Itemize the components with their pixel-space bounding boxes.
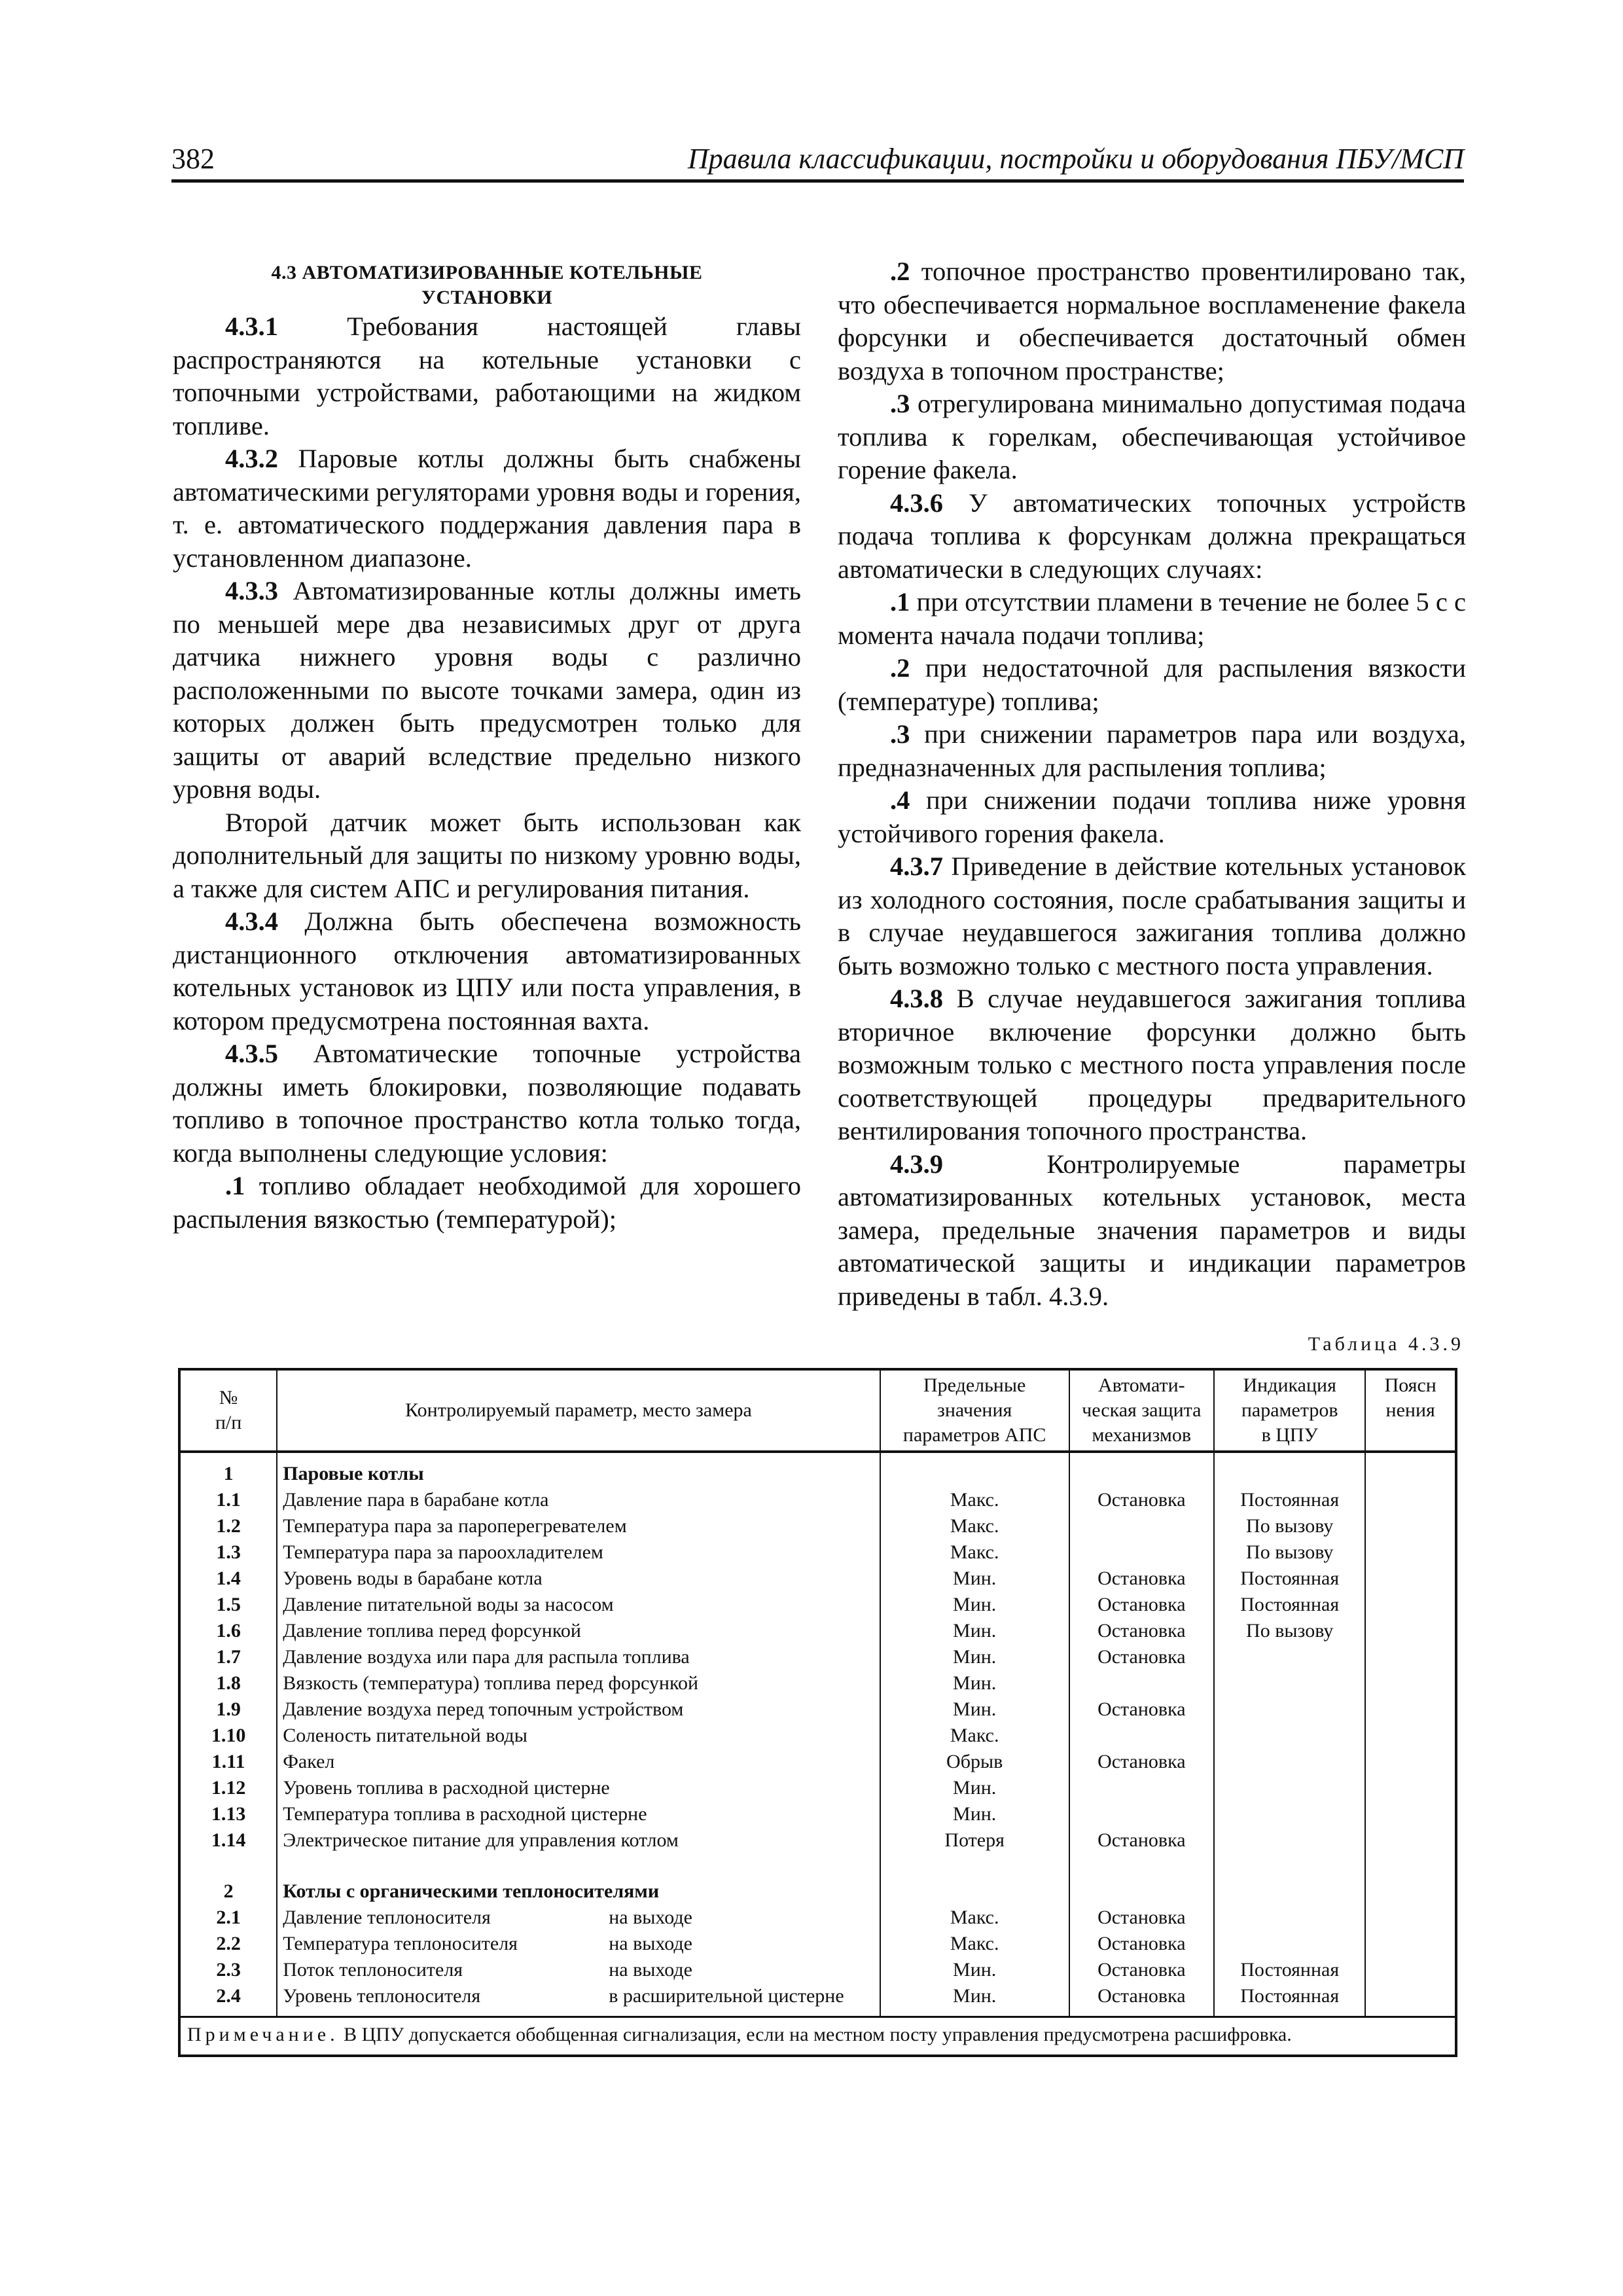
paragraph-4-3-6-1 bbox=[838, 586, 1466, 652]
clause-text: Автоматические топочные устройства должны иметь блокировки, позволяющие подавать топливо в топочное пространство котла только тогда, когда выполнены следующие условия: bbox=[173, 1039, 801, 1168]
table-caption: Таблица 4.3.9 bbox=[1308, 1333, 1464, 1355]
paragraph-4-3-1 bbox=[173, 310, 801, 442]
clause-number: 4.3.1 bbox=[225, 312, 278, 341]
clause-text: Должна быть обеспечена возможность дистанционного отключения автоматизированных котельных установок из ЦПУ или поста управления, в котором предусмотрена постоянная вахта. bbox=[173, 906, 801, 1035]
row-param bbox=[277, 1931, 880, 1957]
header-num bbox=[179, 1369, 277, 1452]
group-row bbox=[179, 1878, 1456, 1905]
param-place: на выходе bbox=[609, 1907, 692, 1928]
header-text: Индикация bbox=[1243, 1374, 1336, 1396]
row-indication bbox=[1214, 1696, 1365, 1723]
table-row bbox=[179, 1513, 1456, 1539]
cell bbox=[880, 1452, 1069, 1487]
clause-text: Контролируемые параметры автоматизированных котельных установок, места замера, предельные значения параметров и виды автоматической защиты и индикации параметров приведены в табл. 4.3.9. bbox=[838, 1149, 1466, 1311]
row-auto-protection: Остановка bbox=[1069, 1749, 1214, 1775]
header-text: ческая защита bbox=[1082, 1399, 1202, 1421]
table-row bbox=[179, 1723, 1456, 1749]
running-title: Правила классификации, постройки и оборудования ПБУ/МСП bbox=[687, 143, 1464, 175]
paragraph-4-3-6-2 bbox=[838, 652, 1466, 718]
header-auto bbox=[1069, 1369, 1214, 1452]
row-notes bbox=[1365, 1618, 1456, 1644]
table-note bbox=[179, 2017, 1456, 2056]
row-param bbox=[277, 1983, 880, 2017]
row-param bbox=[277, 1957, 880, 1983]
table-row bbox=[179, 1566, 1456, 1592]
note-text: В ЦПУ допускается обобщенная сигнализация, если на местном посту управления предусмотрена расшифровка. bbox=[338, 2024, 1292, 2045]
row-auto-protection: Остановка bbox=[1069, 1983, 1214, 2017]
header-text: Автомати- bbox=[1097, 1374, 1185, 1396]
row-limit: Мин. bbox=[880, 1801, 1069, 1827]
row-notes bbox=[1365, 1670, 1456, 1696]
cell bbox=[1069, 1854, 1214, 1878]
paragraph-4-3-5-1 bbox=[173, 1170, 801, 1236]
paragraph-4-3-8 bbox=[838, 982, 1466, 1148]
clause-number: 4.3.4 bbox=[225, 906, 278, 936]
note-label: Примечание. bbox=[187, 2024, 339, 2045]
row-num: 1.7 bbox=[179, 1644, 277, 1670]
item-text: при снижении подачи топлива ниже уровня устойчивого горения факела. bbox=[838, 785, 1466, 848]
item-text: отрегулирована минимально допустимая подача топлива к горелкам, обеспечивающая устойчивое горение факела. bbox=[838, 389, 1466, 484]
row-notes bbox=[1365, 1566, 1456, 1592]
row-limit: Мин. bbox=[880, 1983, 1069, 2017]
row-notes bbox=[1365, 1723, 1456, 1749]
row-auto-protection bbox=[1069, 1539, 1214, 1566]
row-indication: Постоянная bbox=[1214, 1957, 1365, 1983]
section-title bbox=[173, 260, 801, 310]
clause-text: Приведение в действие котельных установок из холодного состояния, после срабатывания защиты и в случае неудавшегося зажигания топлива должно быть возможно только с местного поста управления. bbox=[838, 852, 1466, 980]
item-number: .1 bbox=[890, 587, 910, 617]
cell bbox=[1214, 1878, 1365, 1905]
row-auto-protection bbox=[1069, 1775, 1214, 1801]
item-number: .3 bbox=[890, 719, 910, 749]
clause-text: Паровые котлы должны быть снабжены автоматическими регуляторами уровня воды и горения, т. е. автоматического поддержания давления пара в установленном диапазоне. bbox=[173, 444, 801, 573]
row-indication: Постоянная bbox=[1214, 1487, 1365, 1513]
table-row bbox=[179, 1931, 1456, 1957]
clause-number: 4.3.7 bbox=[890, 852, 943, 881]
param-place: в расширительной цистерне bbox=[609, 1985, 844, 2007]
row-indication: По вызову bbox=[1214, 1618, 1365, 1644]
row-num: 1.3 bbox=[179, 1539, 277, 1566]
table-row bbox=[179, 1905, 1456, 1931]
row-num: 1.9 bbox=[179, 1696, 277, 1723]
cell bbox=[1214, 1452, 1365, 1487]
row-limit: Мин. bbox=[880, 1592, 1069, 1618]
clause-text: В случае неудавшегося зажигания топлива вторичное включение форсунки должно быть возможным только с местного поста управления после соответствующей процедуры предварительного вентилирования топочного пространства. bbox=[838, 984, 1466, 1145]
row-auto-protection: Остановка bbox=[1069, 1957, 1214, 1983]
cell bbox=[1214, 1854, 1365, 1878]
item-number: .3 bbox=[890, 389, 910, 418]
row-limit: Потеря bbox=[880, 1827, 1069, 1854]
page-number: 382 bbox=[171, 143, 215, 175]
clause-text: У автоматических топочных устройств подача топлива к форсункам должна прекращаться автоматически в следующих случаях: bbox=[838, 488, 1466, 584]
row-limit: Мин. bbox=[880, 1696, 1069, 1723]
group-row bbox=[179, 1452, 1456, 1487]
row-limit: Мин. bbox=[880, 1957, 1069, 1983]
group-title: Котлы с органическими теплоносителями bbox=[277, 1878, 880, 1905]
row-limit: Макс. bbox=[880, 1513, 1069, 1539]
row-num: 2.4 bbox=[179, 1983, 277, 2017]
table-row bbox=[179, 1827, 1456, 1854]
table-body bbox=[179, 1452, 1456, 2056]
row-limit: Мин. bbox=[880, 1618, 1069, 1644]
row-notes bbox=[1365, 1644, 1456, 1670]
row-notes bbox=[1365, 1827, 1456, 1854]
row-notes bbox=[1365, 1487, 1456, 1513]
param-place: на выходе bbox=[609, 1933, 692, 1954]
header-limits bbox=[880, 1369, 1069, 1452]
row-num: 2.1 bbox=[179, 1905, 277, 1931]
row-indication: Постоянная bbox=[1214, 1566, 1365, 1592]
row-notes bbox=[1365, 1905, 1456, 1931]
row-auto-protection bbox=[1069, 1513, 1214, 1539]
clause-number: 4.3.8 bbox=[890, 984, 943, 1013]
row-num: 1.6 bbox=[179, 1618, 277, 1644]
row-auto-protection: Остановка bbox=[1069, 1592, 1214, 1618]
cell bbox=[179, 1854, 277, 1878]
row-notes bbox=[1365, 1696, 1456, 1723]
clause-number: 4.3.3 bbox=[225, 576, 278, 605]
row-auto-protection: Остановка bbox=[1069, 1827, 1214, 1854]
row-indication bbox=[1214, 1827, 1365, 1854]
row-param: Электрическое питание для управления котлом bbox=[277, 1827, 880, 1854]
table-row bbox=[179, 1670, 1456, 1696]
header-text: п/п bbox=[215, 1412, 242, 1433]
paragraph-4-3-6-3 bbox=[838, 718, 1466, 784]
cell bbox=[880, 1878, 1069, 1905]
header-text: в ЦПУ bbox=[1261, 1424, 1318, 1446]
row-limit: Мин. bbox=[880, 1644, 1069, 1670]
row-num: 2.2 bbox=[179, 1931, 277, 1957]
row-notes bbox=[1365, 1592, 1456, 1618]
table-row bbox=[179, 1618, 1456, 1644]
paragraph-4-3-7 bbox=[838, 850, 1466, 982]
row-param: Уровень воды в барабане котла bbox=[277, 1566, 880, 1592]
row-limit: Макс. bbox=[880, 1931, 1069, 1957]
param-name: Поток теплоносителя bbox=[283, 1959, 463, 1981]
row-param: Давление питательной воды за насосом bbox=[277, 1592, 880, 1618]
clause-number: 4.3.2 bbox=[225, 444, 278, 473]
item-text: при отсутствии пламени в течение не более 5 с с момента начала подачи топлива; bbox=[838, 587, 1466, 650]
row-auto-protection bbox=[1069, 1723, 1214, 1749]
param-name: Уровень теплоносителя bbox=[283, 1985, 481, 2007]
row-indication bbox=[1214, 1931, 1365, 1957]
item-number: .2 bbox=[890, 257, 910, 286]
row-indication bbox=[1214, 1775, 1365, 1801]
paragraph-4-3-3 bbox=[173, 575, 801, 806]
section-title-line1: 4.3 АВТОМАТИЗИРОВАННЫЕ КОТЕЛЬНЫЕ bbox=[271, 262, 703, 283]
row-limit: Мин. bbox=[880, 1775, 1069, 1801]
header-indication bbox=[1214, 1369, 1365, 1452]
cell bbox=[277, 1854, 880, 1878]
item-number: .1 bbox=[225, 1171, 245, 1200]
table-row bbox=[179, 1696, 1456, 1723]
row-indication bbox=[1214, 1670, 1365, 1696]
cell bbox=[1069, 1452, 1214, 1487]
row-notes bbox=[1365, 1513, 1456, 1539]
row-notes bbox=[1365, 1539, 1456, 1566]
param-name: Давление теплоносителя bbox=[283, 1907, 491, 1928]
header-text: значения bbox=[936, 1399, 1012, 1421]
cell bbox=[1365, 1452, 1456, 1487]
row-auto-protection: Остановка bbox=[1069, 1696, 1214, 1723]
header-text: параметров bbox=[1241, 1399, 1338, 1421]
item-number: .4 bbox=[890, 785, 910, 815]
row-indication bbox=[1214, 1723, 1365, 1749]
parameters-table bbox=[178, 1368, 1457, 2057]
row-indication bbox=[1214, 1644, 1365, 1670]
header-text: параметров АПС bbox=[902, 1424, 1046, 1446]
table-row bbox=[179, 1592, 1456, 1618]
header-param: Контролируемый параметр, место замера bbox=[277, 1369, 880, 1452]
row-limit: Обрыв bbox=[880, 1749, 1069, 1775]
header-text: нения bbox=[1385, 1399, 1435, 1421]
header-text: № bbox=[219, 1387, 238, 1408]
paragraph-4-3-4 bbox=[173, 905, 801, 1037]
row-notes bbox=[1365, 1983, 1456, 2017]
row-indication: По вызову bbox=[1214, 1513, 1365, 1539]
spacer-row bbox=[179, 1854, 1456, 1878]
row-limit: Мин. bbox=[880, 1670, 1069, 1696]
paragraph-4-3-6 bbox=[838, 487, 1466, 586]
table-header-row bbox=[179, 1369, 1456, 1452]
row-param: Вязкость (температура) топлива перед форсункой bbox=[277, 1670, 880, 1696]
row-auto-protection: Остановка bbox=[1069, 1931, 1214, 1957]
row-notes bbox=[1365, 1749, 1456, 1775]
group-title: Паровые котлы bbox=[277, 1452, 880, 1487]
table-row bbox=[179, 1644, 1456, 1670]
row-param: Давление пара в барабане котла bbox=[277, 1487, 880, 1513]
row-auto-protection bbox=[1069, 1801, 1214, 1827]
row-auto-protection: Остановка bbox=[1069, 1487, 1214, 1513]
cell bbox=[1365, 1854, 1456, 1878]
cell bbox=[1365, 1878, 1456, 1905]
row-indication bbox=[1214, 1749, 1365, 1775]
row-num: 1.10 bbox=[179, 1723, 277, 1749]
row-limit: Макс. bbox=[880, 1723, 1069, 1749]
clause-text: Автоматизированные котлы должны иметь по меньшей мере два независимых друг от друга датчика нижнего уровня воды с различно расположенными по высоте точками замера, один из которых должен быть предусмотрен только для защиты от аварий вследствие предельно низкого уровня воды. bbox=[173, 576, 801, 804]
row-limit: Макс. bbox=[880, 1905, 1069, 1931]
row-param: Давление воздуха или пара для распыла топлива bbox=[277, 1644, 880, 1670]
paragraph-4-3-5 bbox=[173, 1037, 801, 1170]
row-num: 1.8 bbox=[179, 1670, 277, 1696]
right-column bbox=[838, 255, 1466, 1313]
table-row bbox=[179, 1749, 1456, 1775]
row-num: 1.1 bbox=[179, 1487, 277, 1513]
row-indication: По вызову bbox=[1214, 1539, 1365, 1566]
row-notes bbox=[1365, 1801, 1456, 1827]
row-auto-protection: Остановка bbox=[1069, 1566, 1214, 1592]
table-row bbox=[179, 1775, 1456, 1801]
row-param: Температура пара за пароперегревателем bbox=[277, 1513, 880, 1539]
row-num: 2.3 bbox=[179, 1957, 277, 1983]
item-number: .2 bbox=[890, 653, 910, 683]
header-notes bbox=[1365, 1369, 1456, 1452]
row-indication: Постоянная bbox=[1214, 1592, 1365, 1618]
table-row bbox=[179, 1957, 1456, 1983]
row-indication bbox=[1214, 1905, 1365, 1931]
clause-number: 4.3.5 bbox=[225, 1039, 278, 1068]
row-num: 1.4 bbox=[179, 1566, 277, 1592]
row-auto-protection: Остановка bbox=[1069, 1905, 1214, 1931]
row-param: Уровень топлива в расходной цистерне bbox=[277, 1775, 880, 1801]
row-auto-protection: Остановка bbox=[1069, 1618, 1214, 1644]
row-num: 2 bbox=[179, 1878, 277, 1905]
row-notes bbox=[1365, 1957, 1456, 1983]
clause-number: 4.3.6 bbox=[890, 488, 943, 518]
paragraph-4-3-3-b: Второй датчик может быть использован как дополнительный для защиты по низкому уровню воды, а также для систем АПС и регулирования питания. bbox=[173, 807, 801, 903]
item-text: при снижении параметров пара или воздуха, предназначенных для распыления топлива; bbox=[838, 719, 1466, 782]
section-title-line2: УСТАНОВКИ bbox=[421, 287, 553, 308]
item-text: при недостаточной для распыления вязкости (температуре) топлива; bbox=[838, 653, 1466, 716]
row-limit: Макс. bbox=[880, 1487, 1069, 1513]
cell bbox=[880, 1854, 1069, 1878]
param-name: Температура теплоносителя bbox=[283, 1933, 518, 1954]
row-limit: Макс. bbox=[880, 1539, 1069, 1566]
row-num: 1.12 bbox=[179, 1775, 277, 1801]
row-param: Температура топлива в расходной цистерне bbox=[277, 1801, 880, 1827]
row-auto-protection bbox=[1069, 1670, 1214, 1696]
table-row bbox=[179, 1983, 1456, 2017]
paragraph-4-3-6-4 bbox=[838, 784, 1466, 850]
table-row bbox=[179, 1539, 1456, 1566]
paragraph-4-3-9 bbox=[838, 1148, 1466, 1314]
row-indication: Постоянная bbox=[1214, 1983, 1365, 2017]
row-num: 1 bbox=[179, 1452, 277, 1487]
table-row bbox=[179, 1487, 1456, 1513]
row-limit: Мин. bbox=[880, 1566, 1069, 1592]
row-param: Давление воздуха перед топочным устройством bbox=[277, 1696, 880, 1723]
header-text: Поясн bbox=[1384, 1374, 1436, 1396]
paragraph-4-3-2 bbox=[173, 442, 801, 575]
row-num: 1.5 bbox=[179, 1592, 277, 1618]
item-text: топочное пространство провентилировано так, что обеспечивается нормальное воспламенение факела форсунки и обеспечивается достаточный обмен воздуха в топочном пространстве; bbox=[838, 257, 1466, 386]
row-num: 1.11 bbox=[179, 1749, 277, 1775]
row-num: 1.2 bbox=[179, 1513, 277, 1539]
clause-number: 4.3.9 bbox=[890, 1149, 943, 1179]
row-param bbox=[277, 1905, 880, 1931]
param-place: на выходе bbox=[609, 1959, 692, 1981]
row-notes bbox=[1365, 1775, 1456, 1801]
table-row bbox=[179, 1801, 1456, 1827]
row-auto-protection: Остановка bbox=[1069, 1644, 1214, 1670]
paragraph-4-3-5-2 bbox=[838, 255, 1466, 387]
clause-text: Требования настоящей главы распространяются на котельные установки с топочными устройствами, работающими на жидком топливе. bbox=[173, 312, 801, 440]
row-indication bbox=[1214, 1801, 1365, 1827]
row-param: Факел bbox=[277, 1749, 880, 1775]
row-num: 1.13 bbox=[179, 1801, 277, 1827]
header-text: Предельные bbox=[923, 1374, 1026, 1396]
paragraph-4-3-5-3 bbox=[838, 387, 1466, 487]
row-num: 1.14 bbox=[179, 1827, 277, 1854]
left-column bbox=[173, 260, 801, 1236]
header-text: механизмов bbox=[1092, 1424, 1192, 1446]
row-param: Соленость питательной воды bbox=[277, 1723, 880, 1749]
row-param: Температура пара за пароохладителем bbox=[277, 1539, 880, 1566]
row-param: Давление топлива перед форсункой bbox=[277, 1618, 880, 1644]
page-header bbox=[171, 139, 1464, 183]
table-note-row bbox=[179, 2017, 1456, 2056]
item-text: топливо обладает необходимой для хорошего распыления вязкостью (температурой); bbox=[173, 1171, 801, 1234]
cell bbox=[1069, 1878, 1214, 1905]
row-notes bbox=[1365, 1931, 1456, 1957]
